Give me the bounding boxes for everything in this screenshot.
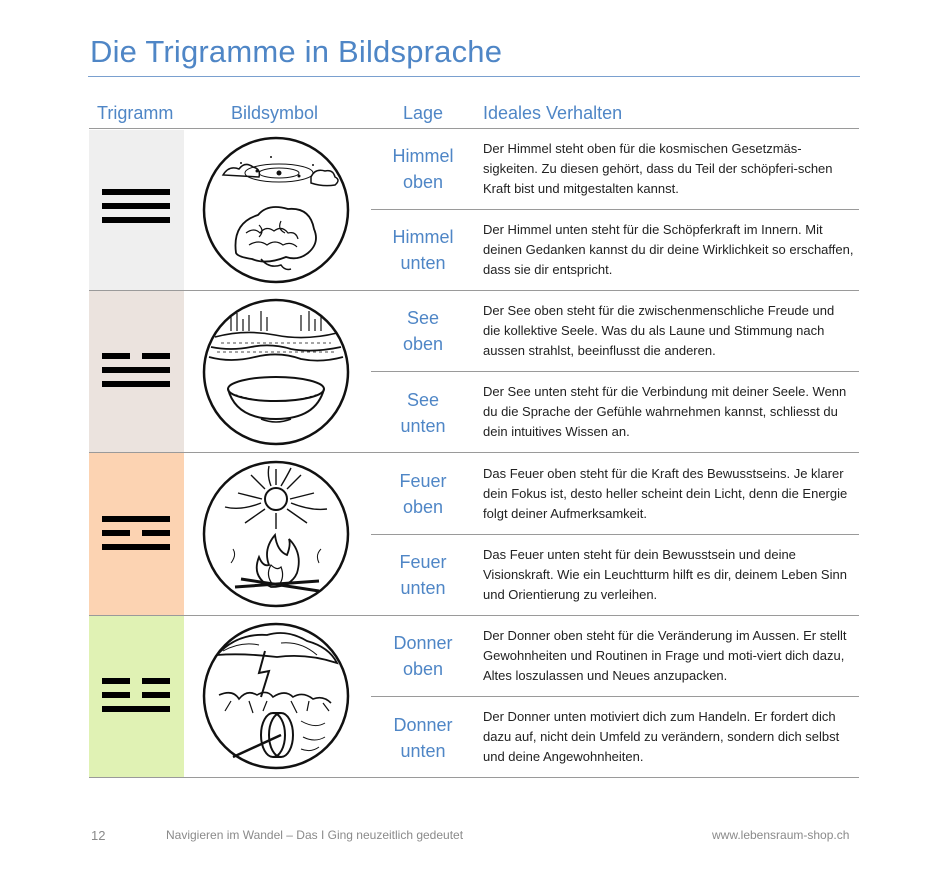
row-divider	[371, 209, 859, 210]
page-title: Die Trigramme in Bildsprache	[90, 34, 503, 69]
trigram-himmel-icon	[102, 189, 170, 231]
lage-cell	[373, 224, 473, 276]
trigram-donner-icon	[102, 678, 170, 720]
trigram-see-icon	[102, 353, 170, 395]
lage-position: oben	[402, 334, 444, 354]
verhalten-text: Der See oben steht für die zwischenmenschliche Freude und die kollektive Seele. Was du als Laune und Stimmung nach aussen strahlst, beeinflusst die anderen.	[483, 303, 835, 358]
trigram-feuer-icon	[102, 516, 170, 558]
lage-cell	[373, 143, 473, 195]
row-divider	[371, 371, 859, 372]
lage-element: Donner	[393, 633, 453, 653]
lage-position: oben	[402, 659, 444, 679]
title-underline	[88, 76, 860, 77]
footer-url: www.lebensraum-shop.ch	[712, 828, 850, 842]
lage-position: oben	[402, 172, 444, 192]
lage-position: unten	[400, 253, 446, 273]
lage-element: Himmel	[392, 146, 454, 166]
column-header-trigramm: Trigramm	[97, 103, 174, 123]
verhalten-text: Der Donner oben steht für die Veränderung im Aussen. Er stellt Gewohnheiten und Routinen in Frage und moti-viert dich dazu, Altes loszulassen und Neues anzupacken.	[483, 628, 847, 683]
sun-and-fire-illustration	[201, 459, 351, 609]
lage-element: Donner	[393, 715, 453, 735]
lage-cell	[373, 630, 473, 682]
lage-cell	[373, 712, 473, 764]
verhalten-text: Der Himmel steht oben für die kosmischen Gesetzmäs-sigkeiten. Zu diesen gehört, dass du Teil der schöpferi-schen Kraft bist und mitgestalten kannst.	[483, 141, 833, 196]
group-divider	[89, 452, 859, 453]
lightning-and-drum-illustration	[201, 621, 351, 771]
lage-position: unten	[400, 741, 446, 761]
column-header-verhalten: Ideales Verhalten	[483, 103, 623, 123]
column-header-lage: Lage	[403, 103, 444, 123]
page-number: 12	[91, 828, 106, 843]
column-header-bildsymbol: Bildsymbol	[231, 103, 319, 123]
row-divider	[371, 696, 859, 697]
group-divider	[89, 615, 859, 616]
verhalten-text: Der Donner unten motiviert dich zum Handeln. Er fordert dich dazu auf, nicht dein Umfeld zu verändern, sondern dich selbst und deine Angewohnheiten.	[483, 709, 840, 764]
lage-element: Himmel	[392, 227, 454, 247]
verhalten-text: Der See unten steht für die Verbindung mit deiner Seele. Wenn du die Sprache der Gefühle wahrnehmen kannst, schliesst du dein intuitives Wissen an.	[483, 384, 847, 439]
verhalten-text: Das Feuer oben steht für die Kraft des Bewusstseins. Je klarer dein Fokus ist, desto heller scheint dein Licht, denn die Energie folgt deiner Aufmerksamkeit.	[483, 466, 848, 521]
lage-element: Feuer	[399, 471, 447, 491]
lage-element: See	[406, 308, 440, 328]
lage-cell	[373, 468, 473, 520]
row-divider	[371, 534, 859, 535]
lage-position: unten	[400, 416, 446, 436]
table-header-rule	[89, 128, 859, 129]
lake-and-bowl-illustration	[201, 297, 351, 447]
sky-and-brain-illustration	[201, 135, 351, 285]
lage-position: unten	[400, 578, 446, 598]
lage-cell	[373, 305, 473, 357]
lage-position: oben	[402, 497, 444, 517]
group-divider	[89, 290, 859, 291]
lage-cell	[373, 549, 473, 601]
lage-element: Feuer	[399, 552, 447, 572]
verhalten-text: Das Feuer unten steht für dein Bewusstsein und deine Visionskraft. Wie ein Leuchtturm hilft es dir, deinem Leben Sinn und Orientierung zu verleihen.	[483, 547, 847, 602]
footer-book-title: Navigieren im Wandel – Das I Ging neuzeitlich gedeutet	[166, 828, 464, 842]
lage-cell	[373, 387, 473, 439]
lage-element: See	[406, 390, 440, 410]
table-bottom-rule	[89, 777, 859, 778]
verhalten-text: Der Himmel unten steht für die Schöpferkraft im Innern. Mit deinen Gedanken kannst du dir deine Wirklichkeit so erschaffen, dass sie dir entspricht.	[483, 222, 854, 277]
